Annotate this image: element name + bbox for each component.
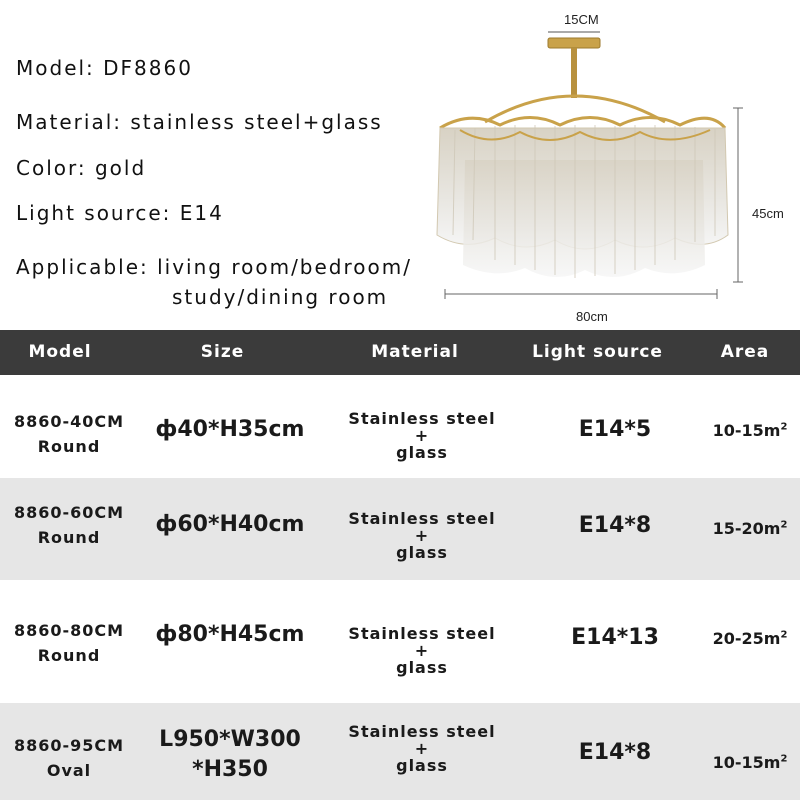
- material-line: glass: [396, 756, 448, 775]
- area-value: 10-15m: [712, 753, 781, 772]
- material-line: Stainless steel: [348, 409, 496, 428]
- material-line: Stainless steel: [348, 722, 496, 741]
- header-area: Area: [720, 342, 770, 362]
- cell-material: [340, 625, 504, 676]
- material-line: Stainless steel: [348, 624, 496, 643]
- spec-model: Model: DF8860: [16, 56, 193, 80]
- size-value: ф40*H35cm: [155, 417, 305, 442]
- cell-model: [0, 409, 138, 459]
- dimension-top-width: 15CM: [564, 12, 599, 27]
- model-code: 8860-40CM: [13, 412, 125, 431]
- material-plus: +: [414, 641, 430, 660]
- model-shape: Round: [37, 437, 101, 456]
- spec-color: Color: gold: [16, 156, 147, 180]
- cell-model: [0, 500, 138, 550]
- spec-material: Material: stainless steel+glass: [16, 110, 383, 134]
- cell-model: [0, 733, 138, 783]
- dimension-height: 45cm: [752, 206, 784, 221]
- material-line: glass: [396, 658, 448, 677]
- area-value: 15-20m: [712, 519, 781, 538]
- material-plus: +: [414, 739, 430, 758]
- model-code: 8860-60CM: [13, 503, 125, 522]
- specification-table: [0, 330, 800, 800]
- spec-applicable-continued: study/dining room: [172, 285, 389, 309]
- cell-size: [140, 415, 320, 445]
- model-shape: Round: [37, 646, 101, 665]
- table-row: [0, 580, 800, 703]
- area-value: 20-25m: [712, 629, 781, 648]
- cell-light-source: E14*5: [578, 417, 652, 442]
- table-header: [0, 330, 800, 375]
- cell-size: [140, 725, 320, 785]
- size-value: *H350: [192, 757, 268, 782]
- header-light-source: Light source: [532, 342, 663, 362]
- size-value: ф80*H45cm: [155, 622, 305, 647]
- spec-light-source: Light source: E14: [16, 201, 224, 225]
- spec-applicable: Applicable: living room/bedroom/: [16, 255, 412, 279]
- model-shape: Oval: [46, 761, 92, 780]
- header-size: Size: [200, 342, 245, 362]
- chandelier-product-image: [425, 30, 745, 305]
- area-value: 10-15m: [712, 421, 781, 440]
- size-value: L950*W300: [159, 727, 301, 752]
- table-row: [0, 478, 800, 580]
- header-model: Model: [28, 342, 92, 362]
- cell-model: [0, 618, 138, 668]
- area-unit: 2: [780, 629, 788, 641]
- material-plus: +: [414, 426, 430, 445]
- material-line: glass: [396, 443, 448, 462]
- cell-area: [700, 629, 800, 648]
- header-material: Material: [371, 342, 459, 362]
- cell-material: [340, 510, 504, 561]
- cell-area: [700, 519, 800, 538]
- cell-light-source: E14*8: [578, 513, 652, 538]
- cell-size: [140, 510, 320, 540]
- material-line: Stainless steel: [348, 509, 496, 528]
- material-line: glass: [396, 543, 448, 562]
- cell-area: [700, 421, 800, 440]
- area-unit: 2: [780, 519, 788, 531]
- model-code: 8860-95CM: [13, 736, 125, 755]
- model-shape: Round: [37, 528, 101, 547]
- cell-material: [340, 410, 504, 461]
- dimension-width: 80cm: [576, 309, 608, 324]
- table-row: [0, 703, 800, 800]
- cell-light-source: E14*8: [578, 740, 652, 765]
- model-code: 8860-80CM: [13, 621, 125, 640]
- area-unit: 2: [780, 421, 788, 433]
- table-row: [0, 375, 800, 478]
- area-unit: 2: [780, 753, 788, 765]
- cell-area: [700, 753, 800, 772]
- cell-light-source: E14*13: [571, 625, 659, 650]
- material-plus: +: [414, 526, 430, 545]
- size-value: ф60*H40cm: [155, 512, 305, 537]
- cell-material: [340, 723, 504, 774]
- cell-size: [140, 620, 320, 650]
